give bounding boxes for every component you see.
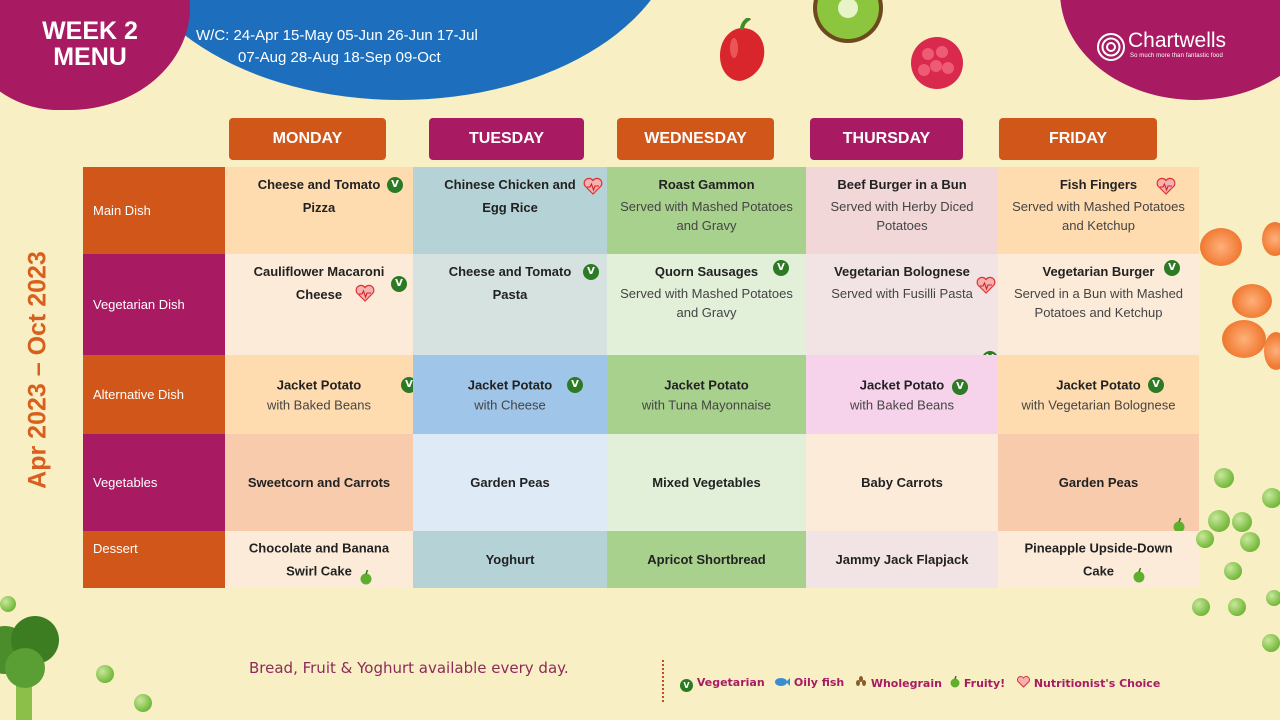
carrot-slice-icon: [1232, 284, 1272, 318]
dish-title: Jacket Potato: [859, 377, 945, 392]
vegetarian-icon: V: [567, 377, 583, 393]
menu-cell-alternative-dish-monday: [225, 355, 413, 434]
menu-cell-main-dish-wednesday: [607, 167, 806, 254]
menu-cell-main-dish-monday: [225, 167, 413, 254]
menu-cell-vegetables-wednesday: [607, 434, 806, 531]
dish-title-continued: Pasta: [492, 287, 528, 302]
dish-title: Baby Carrots: [861, 474, 943, 490]
nutritionist-choice-icon: [355, 284, 375, 302]
dish-title: Yoghurt: [485, 551, 535, 567]
row-label-dessert: Dessert: [83, 531, 225, 588]
vegetarian-icon: V: [952, 379, 968, 395]
menu-cell-vegetarian-dish-wednesday: [607, 254, 806, 355]
dish-description: Served with Mashed Potatoes and Gravy: [620, 286, 793, 320]
brand-tagline: So much more than fantastic food: [1130, 53, 1223, 59]
dish-title: Beef Burger in a Bun: [837, 177, 967, 192]
row-label-alternative-dish: Alternative Dish: [83, 355, 225, 434]
pea-icon: [1232, 512, 1252, 532]
date-range-label: Apr 2023 – Oct 2023: [23, 251, 52, 489]
nutritionist-choice-icon: [583, 177, 603, 195]
dish-title: Cheese and Tomato: [257, 177, 381, 192]
menu-cell-vegetables-monday: [225, 434, 413, 531]
vegetarian-icon: V: [391, 276, 407, 292]
menu-cell-vegetables-tuesday: [413, 434, 607, 531]
dish-title: Jammy Jack Flapjack: [835, 551, 969, 567]
dish-title: Chocolate and Banana: [248, 540, 390, 555]
dish-description: Served in a Bun with Mashed Potatoes and Ketchup: [1013, 286, 1184, 320]
dish-description: with Baked Beans: [266, 397, 372, 412]
menu-cell-main-dish-tuesday: [413, 167, 607, 254]
legend-label: Wholegrain: [870, 677, 942, 690]
vegetarian-icon: V: [1148, 377, 1164, 393]
dish-description: with Tuna Mayonnaise: [641, 397, 772, 412]
dates-line-2: 07-Aug 28-Aug 18-Sep 09-Oct: [238, 49, 441, 66]
dish-title: Apricot Shortbread: [647, 551, 766, 567]
pea-icon: [1266, 590, 1280, 606]
vegetarian-icon: V: [1164, 260, 1180, 276]
row-label-main-dish: Main Dish: [83, 167, 225, 254]
day-header-wednesday: WEDNESDAY: [617, 118, 774, 160]
pea-icon: [1224, 562, 1242, 580]
dish-title: Vegetarian Bolognese: [834, 264, 970, 279]
legend-wholegrain: [855, 676, 942, 690]
dish-title: Roast Gammon: [658, 177, 755, 192]
fruity-icon: [1132, 567, 1146, 583]
pea-icon: [1192, 598, 1210, 616]
dish-title-continued: Swirl Cake: [286, 563, 352, 578]
dish-description: Served with Mashed Potatoes and Ketchup: [1012, 199, 1185, 233]
menu-cell-vegetables-thursday: [806, 434, 998, 531]
broccoli-icon: [0, 610, 70, 720]
legend-vegetarian: [680, 676, 765, 692]
legend-oily-fish: [774, 676, 844, 689]
vegetarian-icon: V: [387, 177, 403, 193]
dish-title: Jacket Potato: [467, 377, 553, 392]
pea-icon: [1214, 468, 1234, 488]
menu-cell-vegetarian-dish-tuesday: [413, 254, 607, 355]
fruity-icon: [359, 569, 373, 585]
wholegrain-icon: [855, 676, 867, 688]
menu-cell-alternative-dish-tuesday: [413, 355, 607, 434]
dish-title: Cauliflower Macaroni: [253, 264, 385, 279]
vegetarian-icon: V: [401, 377, 417, 393]
nutritionist-choice-icon: [1017, 676, 1030, 688]
dish-description: Served with Mashed Potatoes and Gravy: [620, 199, 793, 233]
dish-description: with Cheese: [474, 397, 546, 412]
dish-title: Cheese and Tomato: [448, 264, 572, 279]
dish-description: with Vegetarian Bolognese: [1021, 397, 1176, 412]
red-pepper-icon: [712, 18, 772, 88]
carrot-slice-icon: [1262, 222, 1280, 256]
row-label-vegetables: Vegetables: [83, 434, 225, 531]
pea-icon: [1262, 488, 1280, 508]
menu-cell-vegetarian-dish-thursday: [806, 254, 998, 355]
row-label-vegetarian-dish: Vegetarian Dish: [83, 254, 225, 355]
dish-description: Served with Herby Diced Potatoes: [830, 199, 974, 233]
dish-title: Garden Peas: [1058, 474, 1139, 490]
nutritionist-choice-icon: [1156, 177, 1176, 195]
dish-description: with Baked Beans: [849, 397, 955, 412]
dish-description: Served with Fusilli Pasta: [831, 286, 973, 301]
vegetarian-icon: V: [583, 264, 599, 280]
menu-cell-main-dish-friday: [998, 167, 1199, 254]
menu-cell-dessert-thursday: [806, 531, 998, 588]
pea-icon: [0, 596, 16, 612]
pea-icon: [1262, 634, 1280, 652]
daily-availability-note: Bread, Fruit & Yoghurt available every day.: [249, 659, 569, 677]
dish-title: Quorn Sausages: [654, 264, 759, 279]
dish-title-continued: Pizza: [302, 200, 336, 215]
legend-label: Vegetarian: [696, 676, 765, 689]
vegetarian-icon: V: [773, 260, 789, 276]
menu-cell-vegetarian-dish-monday: [225, 254, 413, 355]
nutritionist-choice-icon: [976, 276, 996, 294]
menu-cell-dessert-monday: [225, 531, 413, 588]
day-header-thursday: THURSDAY: [810, 118, 963, 160]
day-header-tuesday: TUESDAY: [429, 118, 584, 160]
dish-title: Vegetarian Burger: [1042, 264, 1155, 279]
legend-label: Nutritionist's Choice: [1033, 677, 1161, 690]
kiwi-icon: [810, 0, 886, 46]
raspberry-icon: [908, 34, 966, 92]
dish-title: Jacket Potato: [664, 377, 749, 392]
menu-cell-alternative-dish-friday: [998, 355, 1199, 434]
menu-cell-alternative-dish-wednesday: [607, 355, 806, 434]
dish-title-continued: Cheese: [295, 287, 343, 302]
brand-name: Chartwells: [1128, 29, 1227, 52]
menu-cell-dessert-tuesday: [413, 531, 607, 588]
vegetarian-icon: V: [680, 679, 693, 692]
menu-cell-dessert-wednesday: [607, 531, 806, 588]
pea-icon: [1228, 598, 1246, 616]
dish-title: Chinese Chicken and: [444, 177, 576, 192]
fruity-icon: [950, 676, 960, 688]
pea-icon: [96, 665, 114, 683]
menu-cell-alternative-dish-thursday: [806, 355, 998, 434]
menu-cell-vegetarian-dish-friday: [998, 254, 1199, 355]
pea-icon: [1208, 510, 1230, 532]
dish-title: Garden Peas: [470, 474, 550, 490]
day-header-friday: FRIDAY: [999, 118, 1157, 160]
dish-title: Pineapple Upside-Down: [1024, 540, 1173, 555]
dish-title: Sweetcorn and Carrots: [247, 474, 391, 490]
dish-title-continued: Cake: [1082, 563, 1115, 578]
legend-nutritionists-choice: [1017, 676, 1160, 690]
legend-label: Oily fish: [793, 676, 845, 689]
legend-divider: [662, 660, 664, 702]
carrot-slice-icon: [1264, 332, 1280, 370]
pea-icon: [1196, 530, 1214, 548]
day-header-monday: MONDAY: [229, 118, 386, 160]
legend-label: Fruity!: [963, 677, 1006, 690]
brand-logo: [1096, 30, 1226, 59]
oily-fish-icon: [774, 677, 790, 687]
carrot-slice-icon: [1200, 228, 1242, 266]
pea-icon: [1240, 532, 1260, 552]
dish-title: Jacket Potato: [276, 377, 362, 392]
pea-icon: [134, 694, 152, 712]
menu-cell-dessert-friday: [998, 531, 1199, 588]
dish-title: Jacket Potato: [1056, 377, 1141, 392]
week-commencing-dates: [196, 25, 536, 69]
menu-cell-vegetables-friday: [998, 434, 1199, 531]
dish-title: Mixed Vegetables: [652, 474, 761, 490]
chartwells-logo-icon: [1096, 32, 1126, 62]
legend-fruity: [950, 676, 1005, 690]
dish-title-continued: Egg Rice: [482, 200, 538, 215]
carrot-slice-icon: [1222, 320, 1266, 358]
menu-cell-main-dish-thursday: [806, 167, 998, 254]
week-title: WEEK 2 MENU: [42, 17, 138, 71]
dates-line-1: W/C: 24-Apr 15-May 05-Jun 26-Jun 17-Jul: [196, 27, 478, 44]
dish-title: Fish Fingers: [1059, 177, 1138, 192]
